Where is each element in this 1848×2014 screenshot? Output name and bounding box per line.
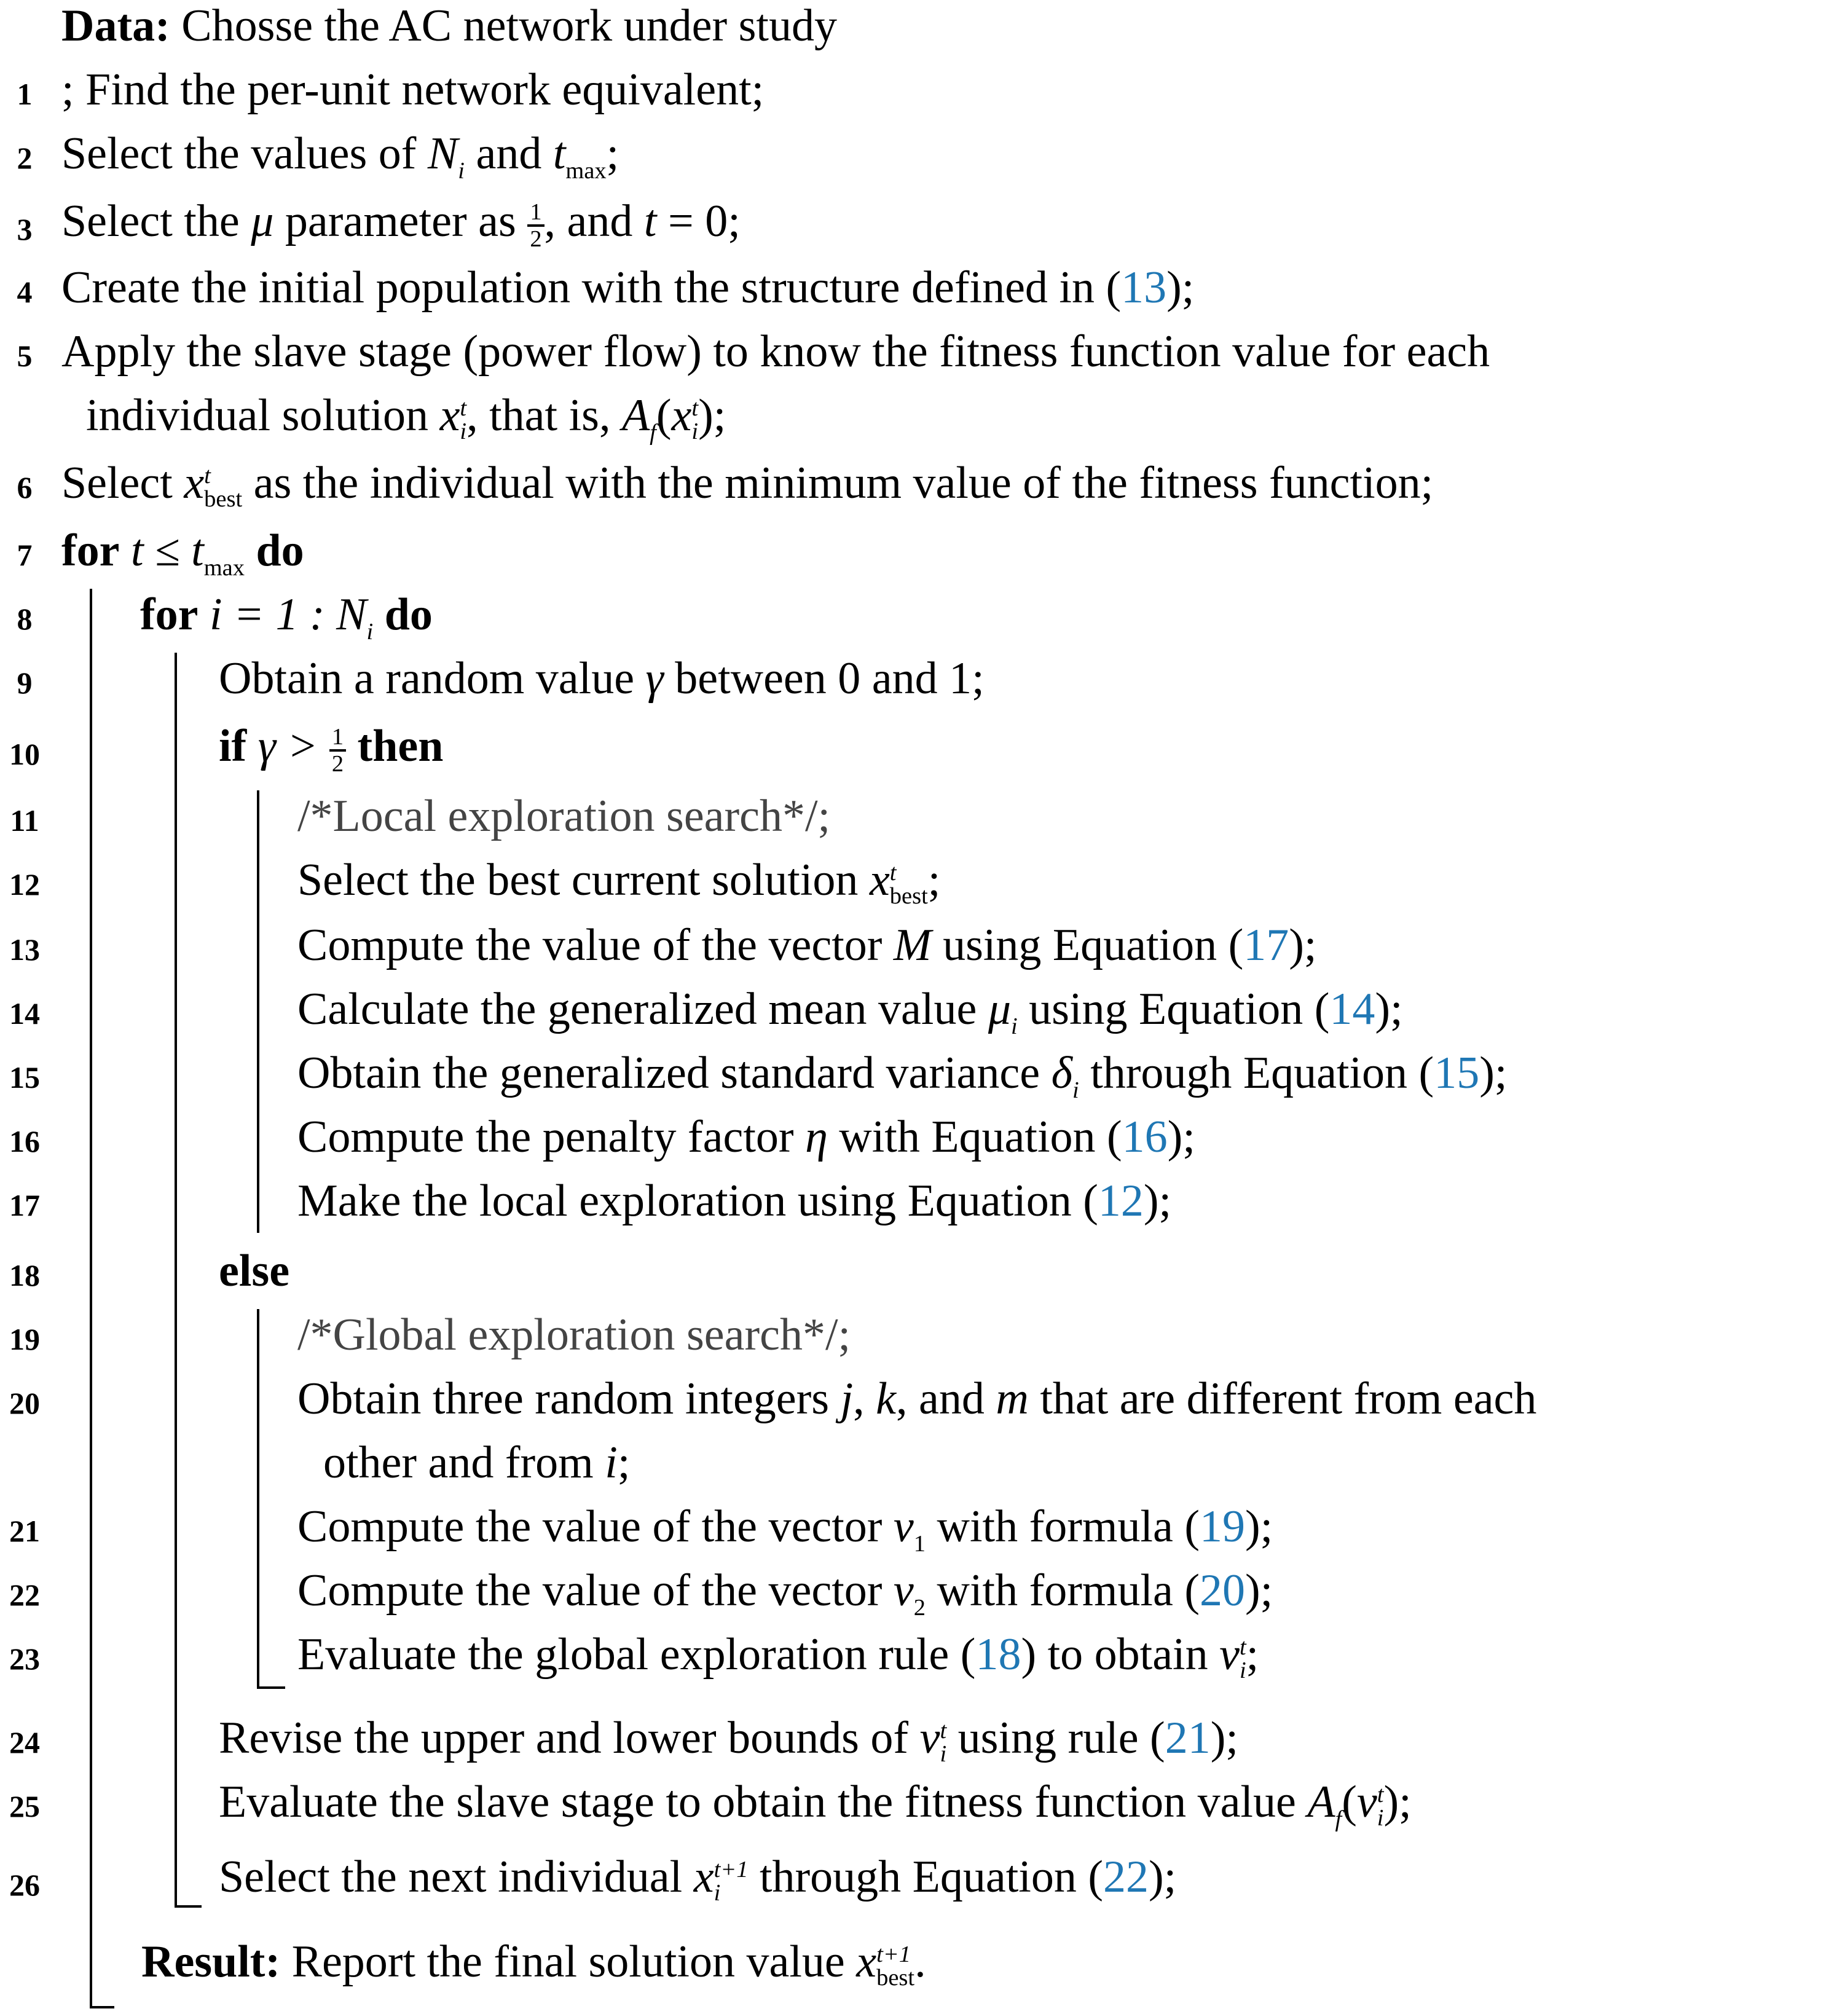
line-text: and <box>464 128 553 179</box>
block-end-inner-for <box>175 1905 202 1908</box>
math-var: v <box>1356 1777 1377 1827</box>
math-subscript: 1 <box>913 1530 926 1557</box>
math-var: N <box>427 128 458 179</box>
keyword-then: then <box>346 721 444 771</box>
equation-ref-link[interactable]: 13 <box>1121 262 1167 313</box>
math-var: δ <box>1051 1048 1072 1098</box>
fraction-denominator: 2 <box>331 751 344 777</box>
paren: ( <box>1342 1777 1357 1827</box>
equation-ref-link[interactable]: 22 <box>1103 1852 1149 1902</box>
math-subscript: i <box>458 157 465 184</box>
math-supsub <box>1377 1783 1384 1830</box>
line-text: with Equation ( <box>827 1112 1122 1162</box>
line-number: 4 <box>17 275 33 309</box>
line-text: Make the local exploration using Equation ( <box>297 1176 1098 1226</box>
math-superscript: t+1 <box>714 1856 749 1882</box>
line-number: 24 <box>9 1725 40 1760</box>
math-var: t <box>552 128 566 179</box>
math-subscript: i <box>366 618 374 645</box>
algorithm-line-2 <box>0 128 1848 189</box>
math-subscript: best <box>889 883 928 910</box>
line-number: 15 <box>9 1060 40 1095</box>
algorithm-line-15 <box>0 1047 1848 1109</box>
keyword-do: do <box>373 589 433 640</box>
line-text: ); <box>1244 1565 1273 1616</box>
math-var: k <box>876 1374 897 1424</box>
math-var: v <box>893 1501 914 1552</box>
algorithm-line-22 <box>0 1565 1848 1626</box>
line-text: Create the initial population with the structure defined in ( <box>61 262 1122 313</box>
math-superscript: t <box>889 859 897 886</box>
comment-local-search: /*Local exploration search*/; <box>297 791 831 841</box>
block-bar-outer-for <box>90 589 92 2008</box>
algorithm-line-21 <box>0 1501 1848 1562</box>
line-text: ); <box>1166 262 1195 313</box>
line-text: ; <box>1246 1629 1259 1680</box>
math-var: μ <box>988 984 1011 1034</box>
line-text: Obtain a random value <box>219 653 646 704</box>
algorithm-line-17 <box>0 1175 1848 1237</box>
line-text: , and <box>544 196 644 246</box>
line-number: 5 <box>17 339 33 373</box>
line-text: with formula ( <box>926 1565 1200 1616</box>
line-number: 25 <box>9 1789 40 1823</box>
data-label: Data: <box>61 1 170 51</box>
line-text: individual solution <box>86 390 440 441</box>
line-text: Obtain the generalized standard variance <box>297 1048 1052 1098</box>
math-superscript: t <box>940 1717 947 1744</box>
line-number: 1 <box>17 77 33 111</box>
algorithm-line-23 <box>0 1629 1848 1690</box>
line-number: 6 <box>17 470 33 505</box>
block-end-outer-for <box>90 2006 114 2008</box>
math-supsub <box>876 1943 914 1990</box>
comment-global-search: /*Global exploration search*/; <box>297 1310 851 1360</box>
algorithm-line-12 <box>0 854 1848 916</box>
algorithm-line-19 <box>0 1309 1848 1371</box>
math-expression: i = 1 : N <box>198 589 367 640</box>
math-supsub <box>890 861 928 908</box>
equation-ref-link[interactable]: 14 <box>1329 984 1375 1034</box>
line-text: . <box>914 1937 926 1987</box>
line-text: ); <box>1479 1048 1508 1098</box>
fraction <box>527 200 544 252</box>
math-supsub <box>940 1719 946 1766</box>
line-text: = 0; <box>656 196 741 246</box>
line-text: using Equation ( <box>1017 984 1330 1034</box>
math-var: M <box>893 920 932 970</box>
keyword-do: do <box>244 525 304 576</box>
math-var: μ <box>251 196 274 246</box>
line-number: 10 <box>9 737 40 771</box>
line-text: ; <box>927 855 941 905</box>
line-text: through Equation ( <box>748 1852 1103 1902</box>
math-var: v <box>893 1565 914 1616</box>
math-subscript: max <box>203 554 245 581</box>
fraction <box>329 725 346 777</box>
algorithm-line-5-continued <box>0 390 1848 451</box>
line-text: ); <box>1375 984 1403 1034</box>
keyword-for: for <box>140 589 199 640</box>
fraction-numerator: 1 <box>527 200 544 227</box>
line-number: 26 <box>9 1868 40 1902</box>
line-text: Select the <box>61 196 251 246</box>
math-expression: γ > <box>246 721 329 771</box>
algorithm-line-13 <box>0 919 1848 981</box>
result-label: Result: <box>141 1937 281 1987</box>
math-subscript: f <box>650 419 656 446</box>
math-supsub <box>460 396 466 444</box>
equation-ref-link[interactable]: 21 <box>1165 1713 1211 1763</box>
line-text: Select the best current solution <box>297 855 870 905</box>
math-subscript: best <box>204 486 243 513</box>
algorithm-line-3 <box>0 195 1848 257</box>
line-number: 14 <box>9 996 40 1031</box>
line-number: 3 <box>17 212 33 246</box>
line-text: Calculate the generalized mean value <box>297 984 988 1034</box>
algorithm-line-5 <box>0 326 1848 387</box>
line-text: Evaluate the slave stage to obtain the fitness function value <box>219 1777 1308 1827</box>
line-number: 20 <box>9 1386 40 1420</box>
line-text: as the individual with the minimum value of the fitness function; <box>242 458 1434 508</box>
math-var: A <box>621 390 650 441</box>
line-text: , <box>853 1374 876 1424</box>
line-text: Obtain three random integers <box>297 1374 841 1424</box>
algorithm-line-25 <box>0 1776 1848 1838</box>
line-number: 21 <box>9 1514 40 1548</box>
equation-ref-link[interactable]: 16 <box>1122 1112 1168 1162</box>
math-superscript: t <box>691 395 699 421</box>
line-number: 7 <box>17 538 33 572</box>
math-var: η <box>805 1112 828 1162</box>
equation-ref-link[interactable]: 15 <box>1434 1048 1480 1098</box>
math-superscript: t <box>204 462 211 489</box>
algorithm-line-20 <box>0 1373 1848 1434</box>
line-text: ); <box>1210 1713 1238 1763</box>
line-text: that are different from each <box>1028 1374 1537 1424</box>
line-text: Compute the value of the vector <box>297 1501 894 1552</box>
keyword-if: if <box>219 721 247 771</box>
algorithm-line-24 <box>0 1712 1848 1774</box>
math-var: γ <box>645 653 664 704</box>
algorithm-line-7 <box>0 525 1848 586</box>
line-text: parameter as <box>273 196 528 246</box>
keyword-for: for <box>61 525 120 576</box>
paren: ( <box>656 390 672 441</box>
math-superscript: t <box>460 395 467 421</box>
line-text: ; <box>606 128 619 179</box>
data-text: Chosse the AC network under study <box>181 1 837 51</box>
math-var: i <box>605 1438 618 1488</box>
block-bar-else <box>257 1309 259 1688</box>
math-expression: t ≤ t <box>119 525 204 576</box>
line-number: 11 <box>10 803 39 838</box>
block-bar-if <box>257 790 259 1233</box>
algorithm-line-18 <box>0 1245 1848 1307</box>
line-text: ) to obtain <box>1021 1629 1220 1680</box>
data-line <box>0 0 1848 61</box>
line-text: Select the values of <box>61 128 428 179</box>
algorithm-line-20-continued <box>0 1437 1848 1498</box>
line-text: ; Find the per-unit network equivalent; <box>61 65 765 115</box>
math-var: t <box>643 196 657 246</box>
algorithm-line-14 <box>0 983 1848 1045</box>
line-number: 12 <box>9 867 40 902</box>
result-text: Report the final solution value <box>291 1937 845 1987</box>
keyword-else: else <box>219 1246 290 1296</box>
line-text: Compute the value of the vector <box>297 920 894 970</box>
algorithm-line-26 <box>0 1851 1848 1913</box>
math-var: x <box>439 390 460 441</box>
fraction-denominator: 2 <box>530 226 542 253</box>
algorithm-line-6 <box>0 457 1848 519</box>
math-var: m <box>996 1374 1029 1424</box>
math-superscript: t <box>1377 1781 1384 1807</box>
algorithm-line-10 <box>0 720 1848 782</box>
math-var: x <box>184 458 205 508</box>
math-subscript: i <box>691 419 699 445</box>
line-text: Select the next individual <box>219 1852 694 1902</box>
math-var: j <box>840 1374 854 1424</box>
line-text: ); <box>1383 1777 1412 1827</box>
math-var: v <box>1219 1629 1240 1680</box>
line-number: 16 <box>9 1124 40 1158</box>
line-number: 8 <box>17 602 33 636</box>
line-text: using rule ( <box>946 1713 1165 1763</box>
algorithm-line-1 <box>0 64 1848 125</box>
math-superscript: t+1 <box>876 1941 911 1967</box>
math-subscript: i <box>1010 1013 1018 1039</box>
line-number: 13 <box>9 932 40 967</box>
math-var: v <box>919 1713 940 1763</box>
math-subscript: i <box>1377 1805 1384 1831</box>
algorithm-line-8 <box>0 589 1848 650</box>
math-subscript: i <box>1239 1658 1246 1684</box>
math-supsub <box>204 464 242 511</box>
math-var: x <box>693 1852 714 1902</box>
line-text: using Equation ( <box>931 920 1244 970</box>
line-number: 18 <box>9 1258 40 1292</box>
algorithm-line-11 <box>0 790 1848 852</box>
line-text: ); <box>1167 1112 1195 1162</box>
equation-ref-link[interactable]: 20 <box>1199 1565 1245 1616</box>
line-number: 23 <box>9 1642 40 1676</box>
result-line <box>0 1936 1848 1997</box>
line-number: 19 <box>9 1322 40 1356</box>
line-text: Compute the penalty factor <box>297 1112 806 1162</box>
line-text: ); <box>1148 1852 1177 1902</box>
fraction-numerator: 1 <box>329 725 346 752</box>
line-text: ); <box>1143 1176 1172 1226</box>
math-supsub <box>714 1858 749 1905</box>
block-end-else <box>257 1686 285 1689</box>
line-text: between 0 and 1; <box>663 653 985 704</box>
line-text: other and from <box>323 1438 605 1488</box>
math-subscript: i <box>940 1741 947 1768</box>
line-text: with formula ( <box>926 1501 1200 1552</box>
algorithm-line-16 <box>0 1111 1848 1173</box>
line-number: 22 <box>9 1578 40 1612</box>
math-var: x <box>671 390 692 441</box>
equation-ref-link[interactable]: 18 <box>975 1629 1021 1680</box>
math-subscript: i <box>714 1880 721 1906</box>
math-subscript: 2 <box>913 1594 926 1621</box>
equation-ref-link[interactable]: 17 <box>1243 920 1289 970</box>
line-number: 2 <box>17 141 33 175</box>
math-var: x <box>856 1937 877 1987</box>
algorithm-line-4 <box>0 262 1848 323</box>
math-var: A <box>1307 1777 1335 1827</box>
line-text: Evaluate the global exploration rule ( <box>297 1629 976 1680</box>
equation-ref-link[interactable]: 19 <box>1199 1501 1245 1552</box>
algorithm-line-9 <box>0 653 1848 714</box>
math-var: x <box>869 855 890 905</box>
block-bar-inner-for <box>175 653 177 1906</box>
line-text: through Equation ( <box>1079 1048 1434 1098</box>
math-subscript: f <box>1335 1806 1342 1832</box>
equation-ref-link[interactable]: 12 <box>1098 1176 1144 1226</box>
line-text: ); <box>698 390 726 441</box>
math-subscript: i <box>1072 1077 1079 1103</box>
line-text: ; <box>617 1438 631 1488</box>
line-number: 17 <box>9 1188 40 1222</box>
line-number: 9 <box>17 666 33 700</box>
math-superscript: t <box>1239 1634 1246 1660</box>
line-text: Select <box>61 458 184 508</box>
line-text: ); <box>1244 1501 1273 1552</box>
math-subscript: i <box>460 419 467 445</box>
line-text: Compute the value of the vector <box>297 1565 894 1616</box>
line-text: , that is, <box>466 390 622 441</box>
line-text: ); <box>1289 920 1317 970</box>
line-text: , and <box>896 1374 996 1424</box>
math-supsub <box>691 396 698 444</box>
line-text: Apply the slave stage (power flow) to know the fitness function value for each <box>61 326 1490 377</box>
math-subscript: max <box>565 157 607 184</box>
math-supsub <box>1240 1635 1246 1683</box>
line-text: Revise the upper and lower bounds of <box>219 1713 920 1763</box>
math-subscript: best <box>876 1965 915 1991</box>
